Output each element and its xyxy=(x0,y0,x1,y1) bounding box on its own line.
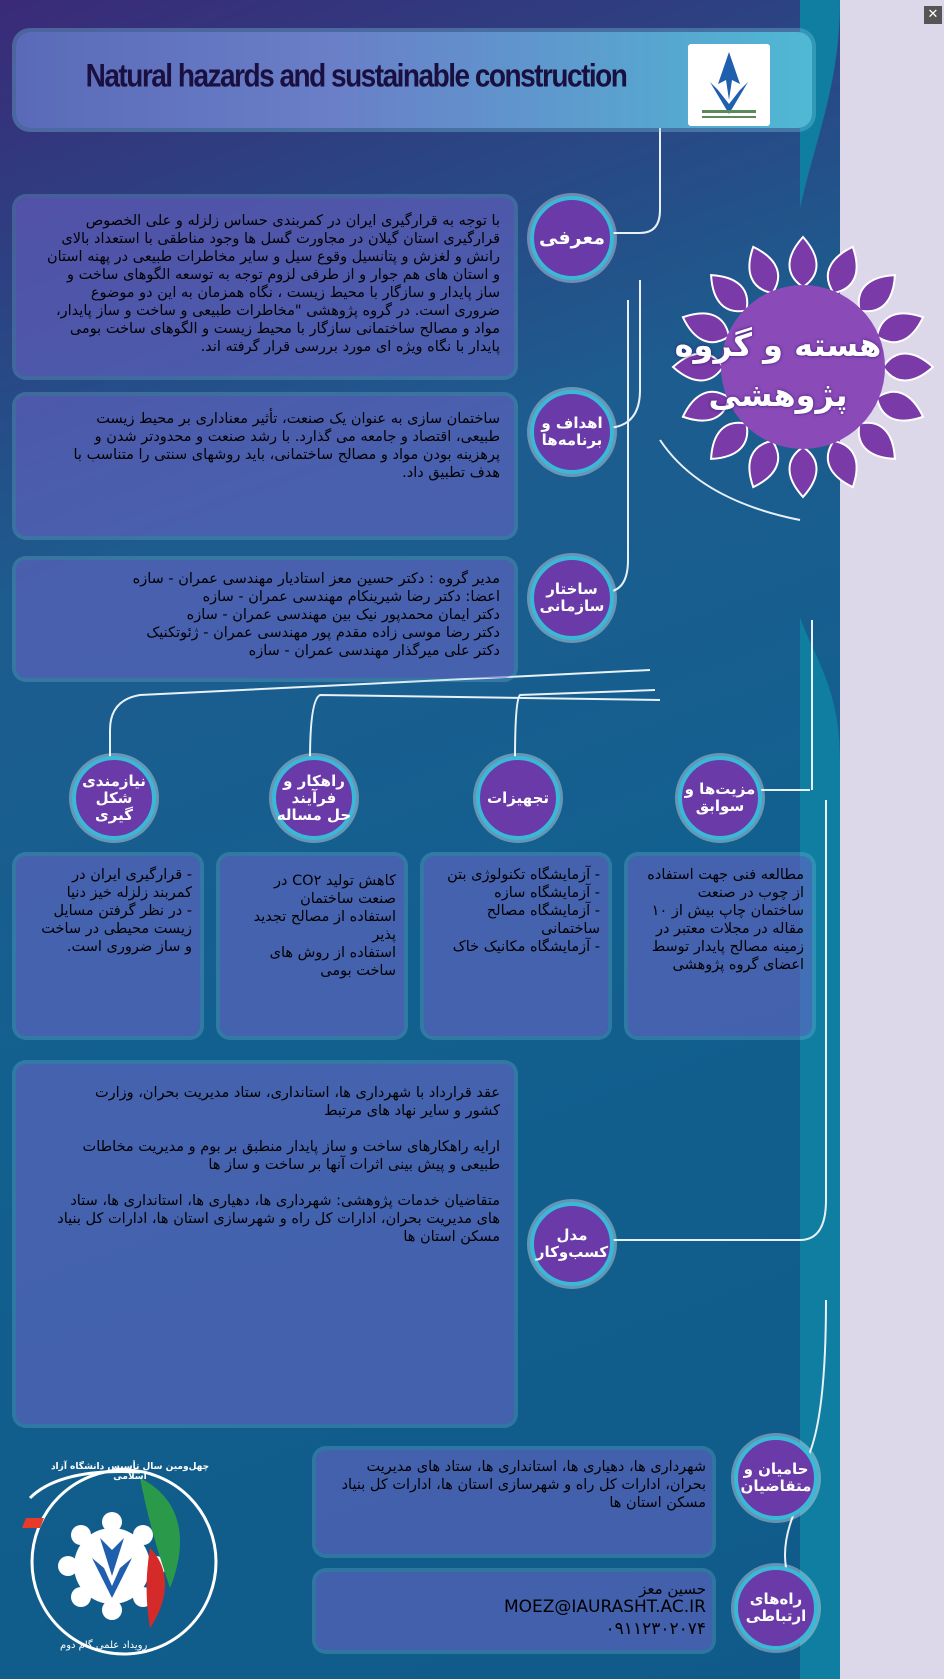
page-title: Natural hazards and sustainable construction xyxy=(85,57,627,94)
sponsors-node[interactable]: حامیان و متقاضیان xyxy=(734,1436,818,1520)
needs-node[interactable]: نیازمندی شکل گیری xyxy=(72,756,156,840)
university-logo-icon xyxy=(688,44,770,126)
business-node[interactable]: مدل کسب‌وکار xyxy=(530,1202,614,1286)
anniversary-badge-text: چهل‌ومین سال تأسیس دانشگاه آزاد اسلامی xyxy=(50,1462,210,1482)
contact-email[interactable]: MOEZ@IAURASHT.AC.IR xyxy=(503,1597,706,1617)
contact-node[interactable]: راه‌های ارتباطی xyxy=(734,1566,818,1650)
solutions-node[interactable]: راهکار و فرآیند حل مساله xyxy=(272,756,356,840)
structure-node[interactable]: ساختار سازمانی xyxy=(530,556,614,640)
intro-text: با توجه به قرارگیری ایران در کمربندی حساس زلزله و علی الخصوص قرارگیری استان گیلان در مجاورت گسل ها وجود مناطقی با استعداد بالای رانش و لغزش و پتانسیل وقوع سیل و سایر مخاطرات طبیعی در پهنه استان و استان های هم جوار و از طرفی لزوم توجه به توسعه الگوهای ساخت و ساز پایدار و سازگار با محیط زیست ، نگاه همزمان به این دو موضوع ضروری است. در گروه پژوهشی "مخاطرات طبیعی و ساخت و ساز پایدار، مواد و مصالح ساختمانی سازگار با محیط زیست و الگوهای ساخت بومی پایدار با نگاه ویژه ای مورد بررسی قرار گرفته اند. xyxy=(46,213,500,355)
close-icon[interactable]: ✕ xyxy=(924,6,942,24)
contact-name: حسین معز xyxy=(639,1580,706,1598)
goals-text: ساختمان سازی به عنوان یک صنعت، تأثیر معناداری بر محیط زیست طبیعی، اقتصاد و جامعه می گذارد. با رشد صنعت و محدودتر شدن و پرهزینه بودن مواد و مصالح ساختمانی، باید روشهای سنتی را متناسب با هدف تطبیق داد. xyxy=(73,411,500,481)
sponsors-text: شهرداری ها، دهیاری ها، استانداری ها، ستاد های مدیریت بحران، ادارات کل راه و شهرسازی استان ها، ادارات کل بنیاد مسکن استان ها xyxy=(341,1459,706,1511)
solutions-text: کاهش تولید CO۲ در صنعت ساختمان استفاده از مصالح تجدید پذیر استفاده از روش های ساخت بومی xyxy=(253,873,396,979)
contact-phone[interactable]: ۰۹۱۱۲۳۰۲۰۷۴ xyxy=(605,1619,706,1639)
needs-text: - قرارگیری ایران در کمربند زلزله خیز دنیا - در نظر گرفتن مسایل زیست محیطی در ساخت و ساز ضروری است. xyxy=(41,867,192,955)
center-title: هسته و گروه پژوهشی xyxy=(674,326,882,414)
structure-text: مدیر گروه : دکتر حسین معز استادیار مهندسی عمران - سازه اعضا: دکتر رضا شیرینکام مهندسی عمران - سازه دکتر ایمان محمدپور نیک بین مهندسی عمران - سازه دکتر رضا موسی زاده مقدم پور مهندسی عمران - ژئوتکنیک دکتر علی میرگذار مهندسی عمران - سازه xyxy=(132,571,500,659)
equipment-text: - آزمایشگاه تکنولوژی بتن - آزمایشگاه سازه - آزمایشگاه مصالح ساختمانی - آزمایشگاه مکانیک خاک xyxy=(447,867,600,955)
advantages-node[interactable]: مزیت‌ها و سوابق xyxy=(678,756,762,840)
equipment-node[interactable]: تجهیزات xyxy=(476,756,560,840)
title-bar xyxy=(16,32,812,128)
intro-node[interactable]: معرفی xyxy=(530,196,614,280)
anniversary-emblem-icon xyxy=(20,1458,230,1668)
business-text: عقد قرارداد با شهرداری ها، استانداری، ستاد مدیریت بحران، وزارت کشور و سایر نهاد های مرتبط ارایه راهکارهای ساخت و ساز پایدار منطبق بر بوم و مدیریت مخاطات طبیعی و پیش بینی اثرات آنها بر ساخت و ساز ها متقاضیان خدمات پژوهشی: شهرداری ها، دهیاری ها، استانداری ها، ستاد های مدیریت بحران، ادارات کل راه و شهرسازی استان ها، ادارات کل بنیاد مسکن استان ها xyxy=(57,1085,500,1245)
svg-text:رویداد علمی گام دوم: رویداد علمی گام دوم xyxy=(60,1640,148,1651)
goals-node[interactable]: اهداف و برنامه‌ها xyxy=(530,390,614,474)
advantages-text: مطالعه فنی جهت استفاده از چوب در صنعت ساختمان چاپ بیش از ۱۰ مقاله در مجلات معتبر در زمینه مصالح پایدار توسط اعضای گروه پژوهشی xyxy=(647,867,804,973)
